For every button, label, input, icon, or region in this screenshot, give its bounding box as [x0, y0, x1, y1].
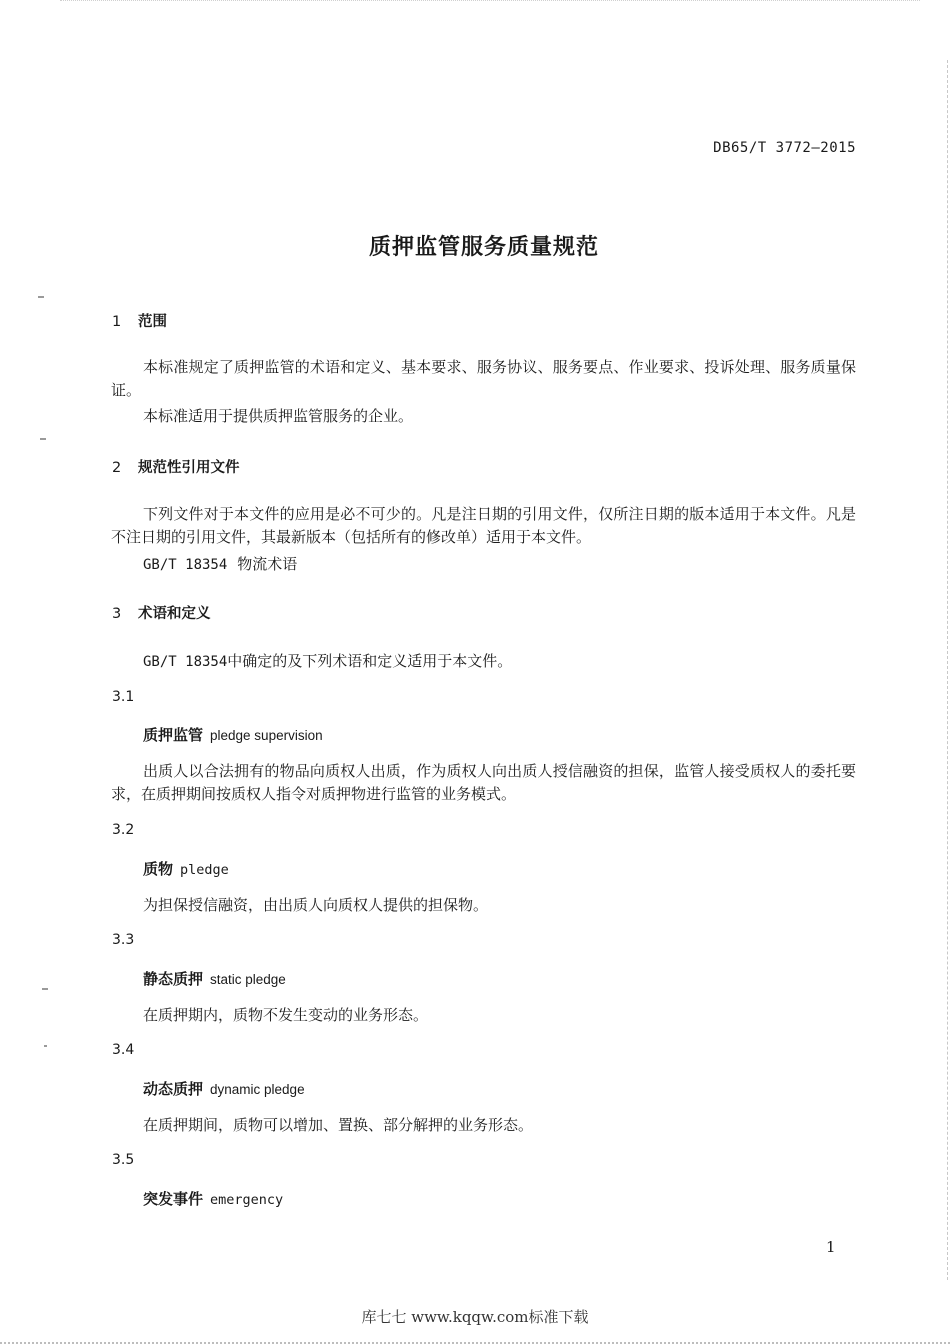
scan-speck	[38, 296, 44, 298]
section-3-heading	[112, 602, 211, 623]
term-zh: 质物	[143, 860, 174, 878]
term-en: emergency	[210, 1192, 284, 1208]
term-definition: 出质人以合法拥有的物品向质权人出质，作为质权人向出质人授信融资的担保，监管人接受质权人的委托要求，在质押期间按质权人指令对质押物进行监管的业务模式。	[111, 762, 856, 803]
section-title: 术语和定义	[138, 606, 211, 622]
section-1-paragraph: 本标准规定了质押监管的术语和定义、基本要求、服务协议、服务要点、作业要求、投诉处理、服务质量保证。	[111, 358, 856, 399]
term-definition: 在质押期内，质物不发生变动的业务形态。	[143, 1006, 429, 1024]
section-number: 2	[112, 460, 122, 476]
term-heading	[143, 1188, 283, 1209]
intro-text: 中确定的及下列术语和定义适用于本文件。	[227, 652, 513, 670]
section-2-paragraph: 下列文件对于本文件的应用是必不可少的。凡是注日期的引用文件，仅所注日期的版本适用于本文件。凡是不注日期的引用文件，其最新版本（包括所有的修改单）适用于本文件。	[111, 505, 856, 546]
normative-reference	[143, 553, 297, 574]
scan-speck	[40, 438, 46, 440]
standard-number: DB65/T 3772—2015	[713, 140, 856, 156]
term-en: static pledge	[210, 972, 286, 987]
scan-speck	[42, 988, 48, 990]
clause-number: 3.4	[112, 1042, 135, 1058]
footer-watermark-link[interactable]: 库七七 www.kqqw.com标准下载	[361, 1308, 589, 1326]
clause-number: 3.3	[112, 932, 135, 948]
scan-edge-top	[60, 0, 920, 3]
document-title: 质押监管服务质量规范	[368, 235, 599, 260]
section-2-heading	[112, 456, 240, 477]
term-definition: 在质押期间，质物可以增加、置换、部分解押的业务形态。	[143, 1116, 534, 1134]
term-heading	[143, 858, 229, 879]
clause-number: 3.1	[112, 689, 135, 705]
section-1-paragraph: 本标准适用于提供质押监管服务的企业。	[143, 407, 414, 425]
section-title: 范围	[138, 314, 167, 330]
term-zh: 突发事件	[143, 1190, 204, 1208]
term-definition: 为担保授信融资，由出质人向质权人提供的担保物。	[143, 896, 489, 914]
page-number: 1	[826, 1238, 836, 1256]
term-heading	[143, 968, 286, 989]
term-heading	[143, 724, 323, 745]
reference-code: GB/T 18354	[143, 557, 228, 573]
section-number: 3	[112, 606, 122, 622]
term-zh: 静态质押	[143, 970, 204, 988]
section-1-heading	[112, 310, 167, 331]
term-zh: 质押监管	[143, 726, 204, 744]
term-en: dynamic pledge	[210, 1082, 305, 1097]
clause-number: 3.2	[112, 822, 135, 838]
clause-number: 3.5	[112, 1152, 135, 1168]
term-en: pledge supervision	[210, 728, 323, 743]
section-number: 1	[112, 314, 122, 330]
term-zh: 动态质押	[143, 1080, 204, 1098]
term-heading	[143, 1078, 305, 1099]
scan-edge-bottom	[0, 1339, 950, 1344]
term-en: pledge	[180, 862, 229, 878]
section-title: 规范性引用文件	[138, 460, 240, 476]
section-3-intro	[143, 650, 512, 671]
intro-code: GB/T 18354	[143, 654, 228, 670]
scan-speck	[44, 1045, 47, 1047]
reference-name: 物流术语	[237, 555, 298, 573]
